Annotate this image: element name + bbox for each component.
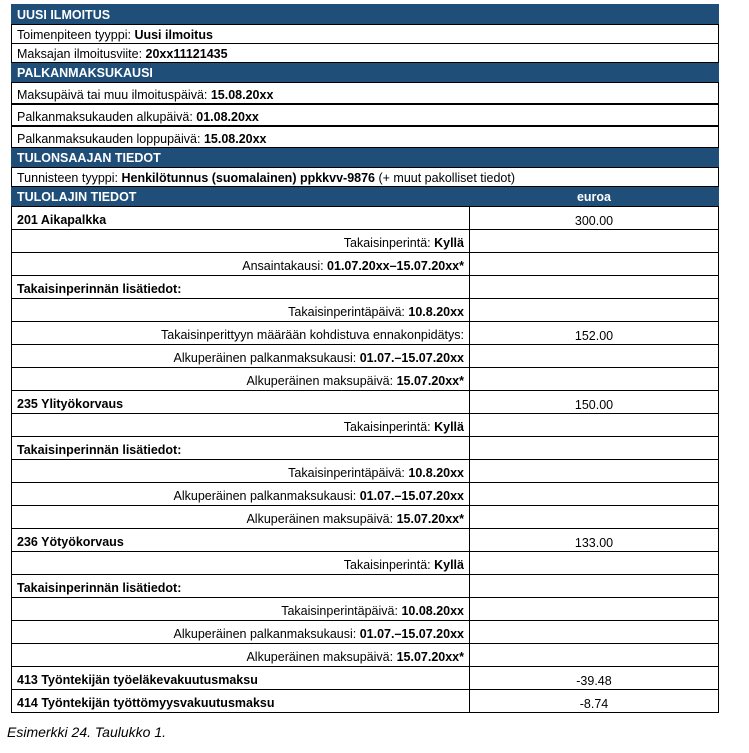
detail-label: Alkuperäinen maksupäivä: bbox=[246, 512, 397, 526]
detail-value: Kyllä bbox=[434, 236, 464, 250]
amount-cell: -8.74 bbox=[470, 690, 719, 713]
detail-value: 10.8.20xx bbox=[408, 305, 464, 319]
section-title: UUSI ILMOITUS bbox=[12, 5, 719, 25]
amount-cell bbox=[470, 575, 719, 598]
detail-value: Kyllä bbox=[434, 420, 464, 434]
detail-row bbox=[12, 299, 719, 322]
income-type-row bbox=[12, 529, 719, 552]
amount-cell bbox=[470, 552, 719, 575]
detail-value: 15.07.20xx* bbox=[396, 512, 464, 526]
detail-label: Ansaintakausi: bbox=[242, 259, 328, 273]
detail-value: 01.07.20xx–15.07.20xx* bbox=[327, 259, 464, 273]
amount-cell: 300.00 bbox=[470, 207, 719, 230]
field-value: 20xx11121435 bbox=[145, 47, 228, 61]
detail-value: 01.07.–15.07.20xx bbox=[359, 351, 464, 365]
detail-row bbox=[12, 598, 719, 621]
field-value: 15.08.20xx bbox=[210, 88, 274, 102]
detail-label: Alkuperäinen maksupäivä: bbox=[246, 650, 397, 664]
section-title: PALKANMAKSUKAUSI bbox=[12, 63, 719, 83]
amount-cell bbox=[470, 460, 719, 483]
amount-cell: 152.00 bbox=[470, 322, 719, 345]
subheader-label: Takaisinperinnän lisätiedot: bbox=[12, 575, 470, 598]
detail-value: 10.8.20xx bbox=[408, 466, 464, 480]
recovery-details-subheader-row bbox=[12, 276, 719, 299]
income-type-rows bbox=[12, 207, 719, 713]
payroll-report-table bbox=[11, 4, 719, 713]
amount-column-header: euroa bbox=[470, 187, 719, 207]
amount-cell bbox=[470, 368, 719, 391]
amount-cell bbox=[470, 276, 719, 299]
section-header-tulolajin-tiedot bbox=[12, 187, 719, 207]
detail-value: 15.07.20xx* bbox=[396, 650, 464, 664]
info-row-maksajan-ilmoitusviite bbox=[12, 44, 719, 63]
income-type-label: 413 Työntekijän työeläkevakuutusmaksu bbox=[12, 667, 470, 690]
detail-label: Takaisinperintä: bbox=[343, 420, 435, 434]
income-type-label: 235 Ylityökorvaus bbox=[12, 391, 470, 414]
field-value: 01.08.20xx bbox=[196, 110, 259, 124]
detail-label: Alkuperäinen maksupäivä: bbox=[246, 374, 397, 388]
detail-row bbox=[12, 644, 719, 667]
income-type-label: 201 Aikapalkka bbox=[12, 207, 470, 230]
detail-row bbox=[12, 506, 719, 529]
field-label: Palkanmaksukauden loppupäivä: bbox=[17, 132, 204, 146]
detail-label: Alkuperäinen palkanmaksukausi: bbox=[173, 489, 360, 503]
field-label: Maksupäivä tai muu ilmoituspäivä: bbox=[17, 88, 211, 102]
detail-row bbox=[12, 253, 719, 276]
amount-cell bbox=[470, 483, 719, 506]
amount-cell bbox=[470, 299, 719, 322]
detail-row bbox=[12, 345, 719, 368]
detail-row bbox=[12, 414, 719, 437]
field-value: Henkilötunnus (suomalainen) ppkkvv-9876 bbox=[121, 171, 376, 185]
amount-cell bbox=[470, 598, 719, 621]
detail-label: Takaisinperittyyn määrään kohdistuva ennakonpidätys: bbox=[161, 328, 464, 342]
detail-value: 01.07.–15.07.20xx bbox=[359, 489, 464, 503]
amount-cell: 150.00 bbox=[470, 391, 719, 414]
info-row-tunnisteen-tyyppi bbox=[12, 168, 719, 187]
detail-label: Alkuperäinen palkanmaksukausi: bbox=[173, 351, 360, 365]
field-label: Maksajan ilmoitusviite: bbox=[17, 47, 146, 61]
section-header-palkanmaksukausi bbox=[12, 63, 719, 83]
income-type-label: 414 Työntekijän työttömyysvakuutusmaksu bbox=[12, 690, 470, 713]
field-label: Palkanmaksukauden alkupäivä: bbox=[17, 110, 197, 124]
field-suffix: (+ muut pakolliset tiedot) bbox=[375, 171, 516, 185]
amount-cell bbox=[470, 253, 719, 276]
income-type-row bbox=[12, 391, 719, 414]
detail-row bbox=[12, 483, 719, 506]
field-value: 15.08.20xx bbox=[203, 132, 267, 146]
info-row-toimenpiteen-tyyppi bbox=[12, 25, 719, 44]
info-row-loppupaiva bbox=[12, 126, 719, 148]
detail-label: Takaisinperintäpäivä: bbox=[281, 604, 402, 618]
detail-row bbox=[12, 230, 719, 253]
field-label: Tunnisteen tyyppi: bbox=[17, 171, 122, 185]
section-title: TULONSAAJAN TIEDOT bbox=[12, 148, 719, 168]
detail-row bbox=[12, 368, 719, 391]
detail-row bbox=[12, 460, 719, 483]
recovery-details-subheader-row bbox=[12, 437, 719, 460]
amount-cell bbox=[470, 506, 719, 529]
detail-value: Kyllä bbox=[434, 558, 464, 572]
detail-row bbox=[12, 621, 719, 644]
amount-cell bbox=[470, 414, 719, 437]
info-row-maksupaiva bbox=[12, 83, 719, 105]
section-title: TULOLAJIN TIEDOT bbox=[12, 187, 470, 207]
detail-label: Takaisinperintäpäivä: bbox=[288, 466, 409, 480]
detail-value: 01.07.–15.07.20xx bbox=[359, 627, 464, 641]
income-type-row bbox=[12, 690, 719, 713]
detail-row bbox=[12, 322, 719, 345]
amount-cell: -39.48 bbox=[470, 667, 719, 690]
detail-row bbox=[12, 552, 719, 575]
income-type-label: 236 Yötyökorvaus bbox=[12, 529, 470, 552]
amount-cell bbox=[470, 621, 719, 644]
amount-cell: 133.00 bbox=[470, 529, 719, 552]
income-type-row bbox=[12, 667, 719, 690]
detail-value: 10.08.20xx bbox=[401, 604, 464, 618]
detail-label: Takaisinperintä: bbox=[343, 558, 435, 572]
amount-cell bbox=[470, 345, 719, 368]
table-caption: Esimerkki 24. Taulukko 1. bbox=[7, 724, 166, 740]
amount-cell bbox=[470, 230, 719, 253]
amount-cell bbox=[470, 437, 719, 460]
amount-cell bbox=[470, 644, 719, 667]
detail-value: 15.07.20xx* bbox=[396, 374, 464, 388]
section-header-tulonsaajan-tiedot bbox=[12, 148, 719, 168]
detail-label: Alkuperäinen palkanmaksukausi: bbox=[173, 627, 360, 641]
income-type-row bbox=[12, 207, 719, 230]
section-header-uusi-ilmoitus bbox=[12, 5, 719, 25]
detail-label: Takaisinperintäpäivä: bbox=[288, 305, 409, 319]
subheader-label: Takaisinperinnän lisätiedot: bbox=[12, 437, 470, 460]
recovery-details-subheader-row bbox=[12, 575, 719, 598]
info-row-alkupaiva bbox=[12, 104, 719, 126]
field-label: Toimenpiteen tyyppi: bbox=[17, 28, 135, 42]
subheader-label: Takaisinperinnän lisätiedot: bbox=[12, 276, 470, 299]
field-value: Uusi ilmoitus bbox=[134, 28, 213, 42]
detail-label: Takaisinperintä: bbox=[343, 236, 435, 250]
